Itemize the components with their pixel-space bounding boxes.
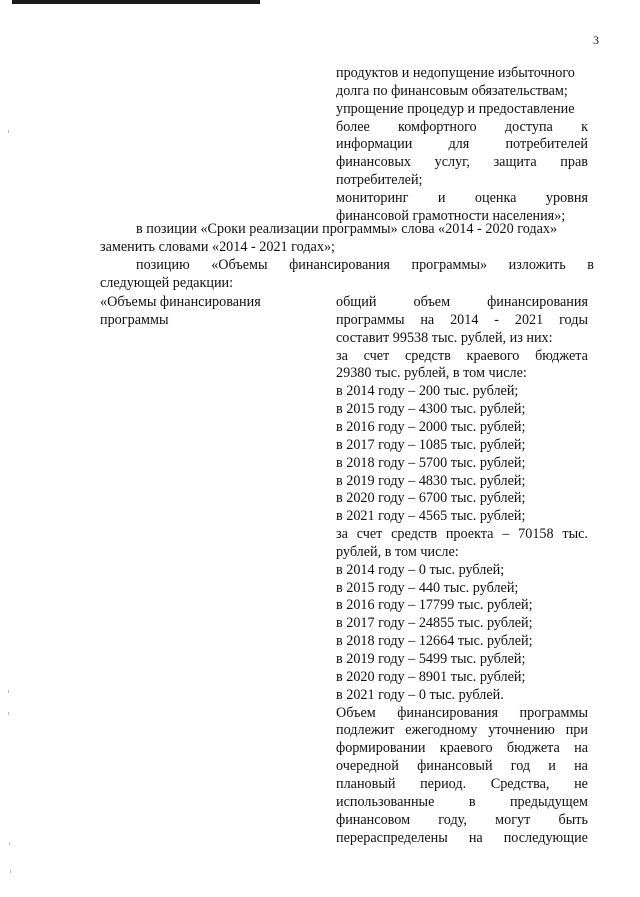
terms-paragraph-line: заменить словами «2014 - 2021 годах»; bbox=[100, 238, 335, 255]
row-content-line: финансовом году, могут быть bbox=[336, 811, 588, 828]
scan-speck bbox=[10, 870, 11, 873]
row-content-line: в 2017 году – 24855 тыс. рублей; bbox=[336, 615, 533, 632]
row-content-line: в 2016 году – 2000 тыс. рублей; bbox=[336, 418, 526, 435]
row-content-line: в 2015 году – 4300 тыс. рублей; bbox=[336, 401, 526, 418]
row-content-line: в 2020 году – 8901 тыс. рублей; bbox=[336, 668, 526, 685]
row-label-line: программы bbox=[100, 311, 169, 328]
row-content-line: за счет средств проекта – 70158 тыс. bbox=[336, 526, 588, 543]
row-label-line: «Объемы финансирования bbox=[100, 294, 261, 310]
row-content-line: в 2015 году – 440 тыс. рублей; bbox=[336, 579, 519, 596]
volume-paragraph-line: следующей редакции: bbox=[100, 274, 234, 291]
row-content-line: использованные в предыдущем bbox=[336, 793, 588, 810]
continuation-line: упрощение процедур и предоставление bbox=[336, 100, 575, 117]
row-content-line: общий объем финансирования bbox=[336, 294, 588, 310]
row-content-line: очередной финансовый год и на bbox=[336, 758, 588, 775]
row-content-line: в 2021 году – 0 тыс. рублей. bbox=[336, 686, 504, 703]
volume-paragraph-line: позицию «Объемы финансирования программы» изложить в bbox=[136, 257, 594, 273]
continuation-line: продуктов и недопущение избыточного bbox=[336, 65, 575, 81]
row-content-line: программы на 2014 - 2021 годы bbox=[336, 311, 588, 328]
terms-paragraph-line: в позиции «Сроки реализации программы» слова «2014 - 2020 годах» bbox=[136, 221, 558, 237]
row-content-line: рублей, в том числе: bbox=[336, 543, 459, 560]
row-content-line: в 2021 году – 4565 тыс. рублей; bbox=[336, 508, 526, 525]
row-content-line: перераспределены на последующие bbox=[336, 829, 588, 846]
row-content-line: за счет средств краевого бюджета bbox=[336, 347, 588, 364]
continuation-line: потребителей; bbox=[336, 172, 423, 189]
row-content-line: подлежит ежегодному уточнению при bbox=[336, 722, 588, 739]
continuation-line: финансовых услуг, защита прав bbox=[336, 154, 588, 171]
scan-speck bbox=[8, 712, 9, 715]
scan-edge-rule bbox=[12, 0, 260, 4]
row-content-line: в 2014 году – 200 тыс. рублей; bbox=[336, 383, 519, 400]
row-content-line: плановый период. Средства, не bbox=[336, 775, 588, 792]
row-content-line: в 2019 году – 5499 тыс. рублей; bbox=[336, 651, 526, 667]
continuation-line: информации для потребителей bbox=[336, 136, 588, 153]
scan-speck bbox=[9, 842, 10, 845]
row-content-line: составит 99538 тыс. рублей, из них: bbox=[336, 329, 553, 346]
continuation-line: мониторинг и оценка уровня bbox=[336, 189, 588, 206]
row-content-line: в 2018 году – 12664 тыс. рублей; bbox=[336, 633, 533, 650]
row-content-line: в 2019 году – 4830 тыс. рублей; bbox=[336, 472, 526, 489]
row-content-line: в 2020 году – 6700 тыс. рублей; bbox=[336, 490, 526, 507]
row-content-line: формировании краевого бюджета на bbox=[336, 740, 588, 757]
continuation-line: более комфортного доступа к bbox=[336, 118, 588, 135]
row-content-line: 29380 тыс. рублей, в том числе: bbox=[336, 365, 527, 382]
continuation-line: долга по финансовым обязательствам; bbox=[336, 82, 568, 99]
row-content-line: в 2014 году – 0 тыс. рублей; bbox=[336, 561, 505, 578]
row-content-line: в 2017 году – 1085 тыс. рублей; bbox=[336, 436, 526, 453]
row-content-line: Объем финансирования программы bbox=[336, 704, 588, 721]
page-number: 3 bbox=[593, 33, 599, 47]
scan-speck bbox=[8, 130, 9, 133]
row-content-line: в 2016 году – 17799 тыс. рублей; bbox=[336, 597, 533, 614]
continuation-line: финансовой грамотности населения»; bbox=[336, 207, 566, 224]
scan-speck bbox=[8, 690, 9, 693]
row-content-line: в 2018 году – 5700 тыс. рублей; bbox=[336, 454, 526, 471]
